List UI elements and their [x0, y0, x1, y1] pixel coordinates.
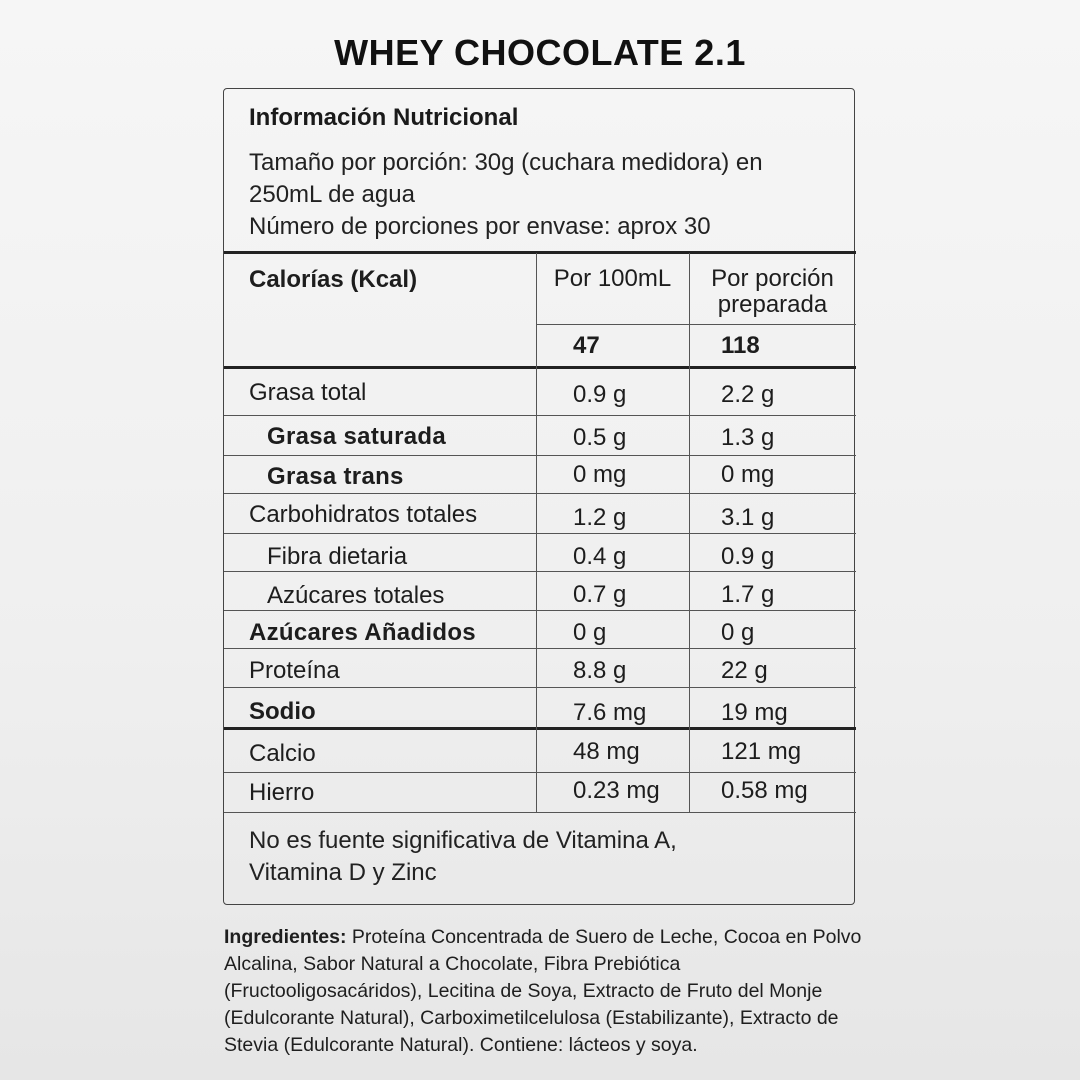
- nutrient-value-per-serving: 3.1 g: [721, 504, 775, 531]
- row-divider: [224, 533, 856, 534]
- ingredients-label: Ingredientes:: [224, 926, 347, 948]
- row-divider: [224, 571, 856, 572]
- column-header-per-100ml: Por 100mL: [553, 265, 672, 292]
- row-divider: [224, 415, 856, 416]
- row-divider: [224, 493, 856, 494]
- calories-label: Calorías (Kcal): [249, 266, 418, 293]
- vitamin-footnote-line-1: No es fuente significativa de Vitamina A,: [249, 827, 677, 854]
- nutrition-facts-panel: [223, 88, 855, 905]
- section-divider: [224, 366, 856, 369]
- nutrient-label: Hierro: [249, 779, 315, 806]
- nutrient-value-per-serving: 0 g: [721, 619, 755, 646]
- nutrient-label: Azúcares Añadidos: [249, 619, 476, 646]
- nutrient-value-per-100ml: 0.4 g: [573, 543, 627, 570]
- nutrient-label: Grasa saturada: [267, 423, 446, 450]
- ingredients-block: [224, 924, 864, 1059]
- column-divider: [536, 253, 537, 812]
- nutrient-value-per-100ml: 0 mg: [573, 461, 627, 488]
- nutrient-value-per-serving: 1.3 g: [721, 424, 775, 451]
- section-divider: [224, 251, 856, 254]
- column-header-per-serving-line-2: preparada: [717, 291, 828, 318]
- row-divider: [536, 324, 856, 325]
- nutrient-value-per-100ml: 1.2 g: [573, 504, 627, 531]
- product-title: WHEY CHOCOLATE 2.1: [334, 32, 746, 73]
- nutrition-heading: Información Nutricional: [249, 104, 519, 131]
- nutrient-value-per-100ml: 0.23 mg: [573, 777, 660, 804]
- serving-size-line-2: 250mL de agua: [249, 181, 415, 208]
- nutrient-label: Fibra dietaria: [267, 543, 408, 570]
- nutrient-label: Grasa total: [249, 379, 367, 406]
- nutrient-value-per-100ml: 48 mg: [573, 738, 640, 765]
- section-divider: [224, 727, 856, 730]
- row-divider: [224, 455, 856, 456]
- nutrient-value-per-serving: 1.7 g: [721, 581, 775, 608]
- nutrient-label: Proteína: [249, 657, 340, 684]
- row-divider: [224, 648, 856, 649]
- nutrient-label: Carbohidratos totales: [249, 501, 478, 528]
- nutrient-value-per-serving: 22 g: [721, 657, 768, 684]
- calories-per-serving: 118: [721, 332, 760, 359]
- serving-size-line-1: Tamaño por porción: 30g (cuchara medidora) en: [249, 149, 763, 176]
- nutrient-label: Azúcares totales: [267, 582, 445, 609]
- nutrient-value-per-100ml: 0.5 g: [573, 424, 627, 451]
- ingredients-text: Proteína Concentrada de Suero de Leche, Cocoa en Polvo Alcalina, Sabor Natural a Chocolate, Fibra Prebiótica (Fructooligosacáridos), Lecitina de Soya, Extracto de Fruto del Monje (Edulcorante Natural), Carboximetilcelulosa (Estabilizante), Extracto de Stevia (Edulcorante Natural). Contiene: lácteos y soya.: [224, 926, 862, 1056]
- column-header-per-serving-line-1: Por porción: [711, 265, 834, 292]
- vitamin-footnote-line-2: Vitamina D y Zinc: [249, 859, 437, 886]
- nutrient-label: Calcio: [249, 740, 316, 767]
- row-divider: [224, 687, 856, 688]
- nutrient-value-per-serving: 19 mg: [721, 699, 788, 726]
- nutrient-value-per-serving: 0.58 mg: [721, 777, 808, 804]
- row-divider: [224, 772, 856, 773]
- nutrient-value-per-100ml: 0 g: [573, 619, 607, 646]
- nutrient-label: Grasa trans: [267, 463, 404, 490]
- nutrient-value-per-serving: 0 mg: [721, 461, 775, 488]
- row-divider: [224, 610, 856, 611]
- row-divider: [224, 812, 856, 813]
- nutrient-value-per-serving: 0.9 g: [721, 543, 775, 570]
- nutrient-value-per-serving: 2.2 g: [721, 381, 775, 408]
- calories-per-100ml: 47: [573, 332, 600, 359]
- column-divider: [689, 253, 690, 812]
- nutrient-label: Sodio: [249, 698, 316, 725]
- servings-per-container: Número de porciones por envase: aprox 30: [249, 213, 711, 240]
- nutrient-value-per-100ml: 0.7 g: [573, 581, 627, 608]
- nutrient-value-per-serving: 121 mg: [721, 738, 802, 765]
- nutrient-value-per-100ml: 8.8 g: [573, 657, 627, 684]
- nutrient-value-per-100ml: 7.6 mg: [573, 699, 647, 726]
- nutrient-value-per-100ml: 0.9 g: [573, 381, 627, 408]
